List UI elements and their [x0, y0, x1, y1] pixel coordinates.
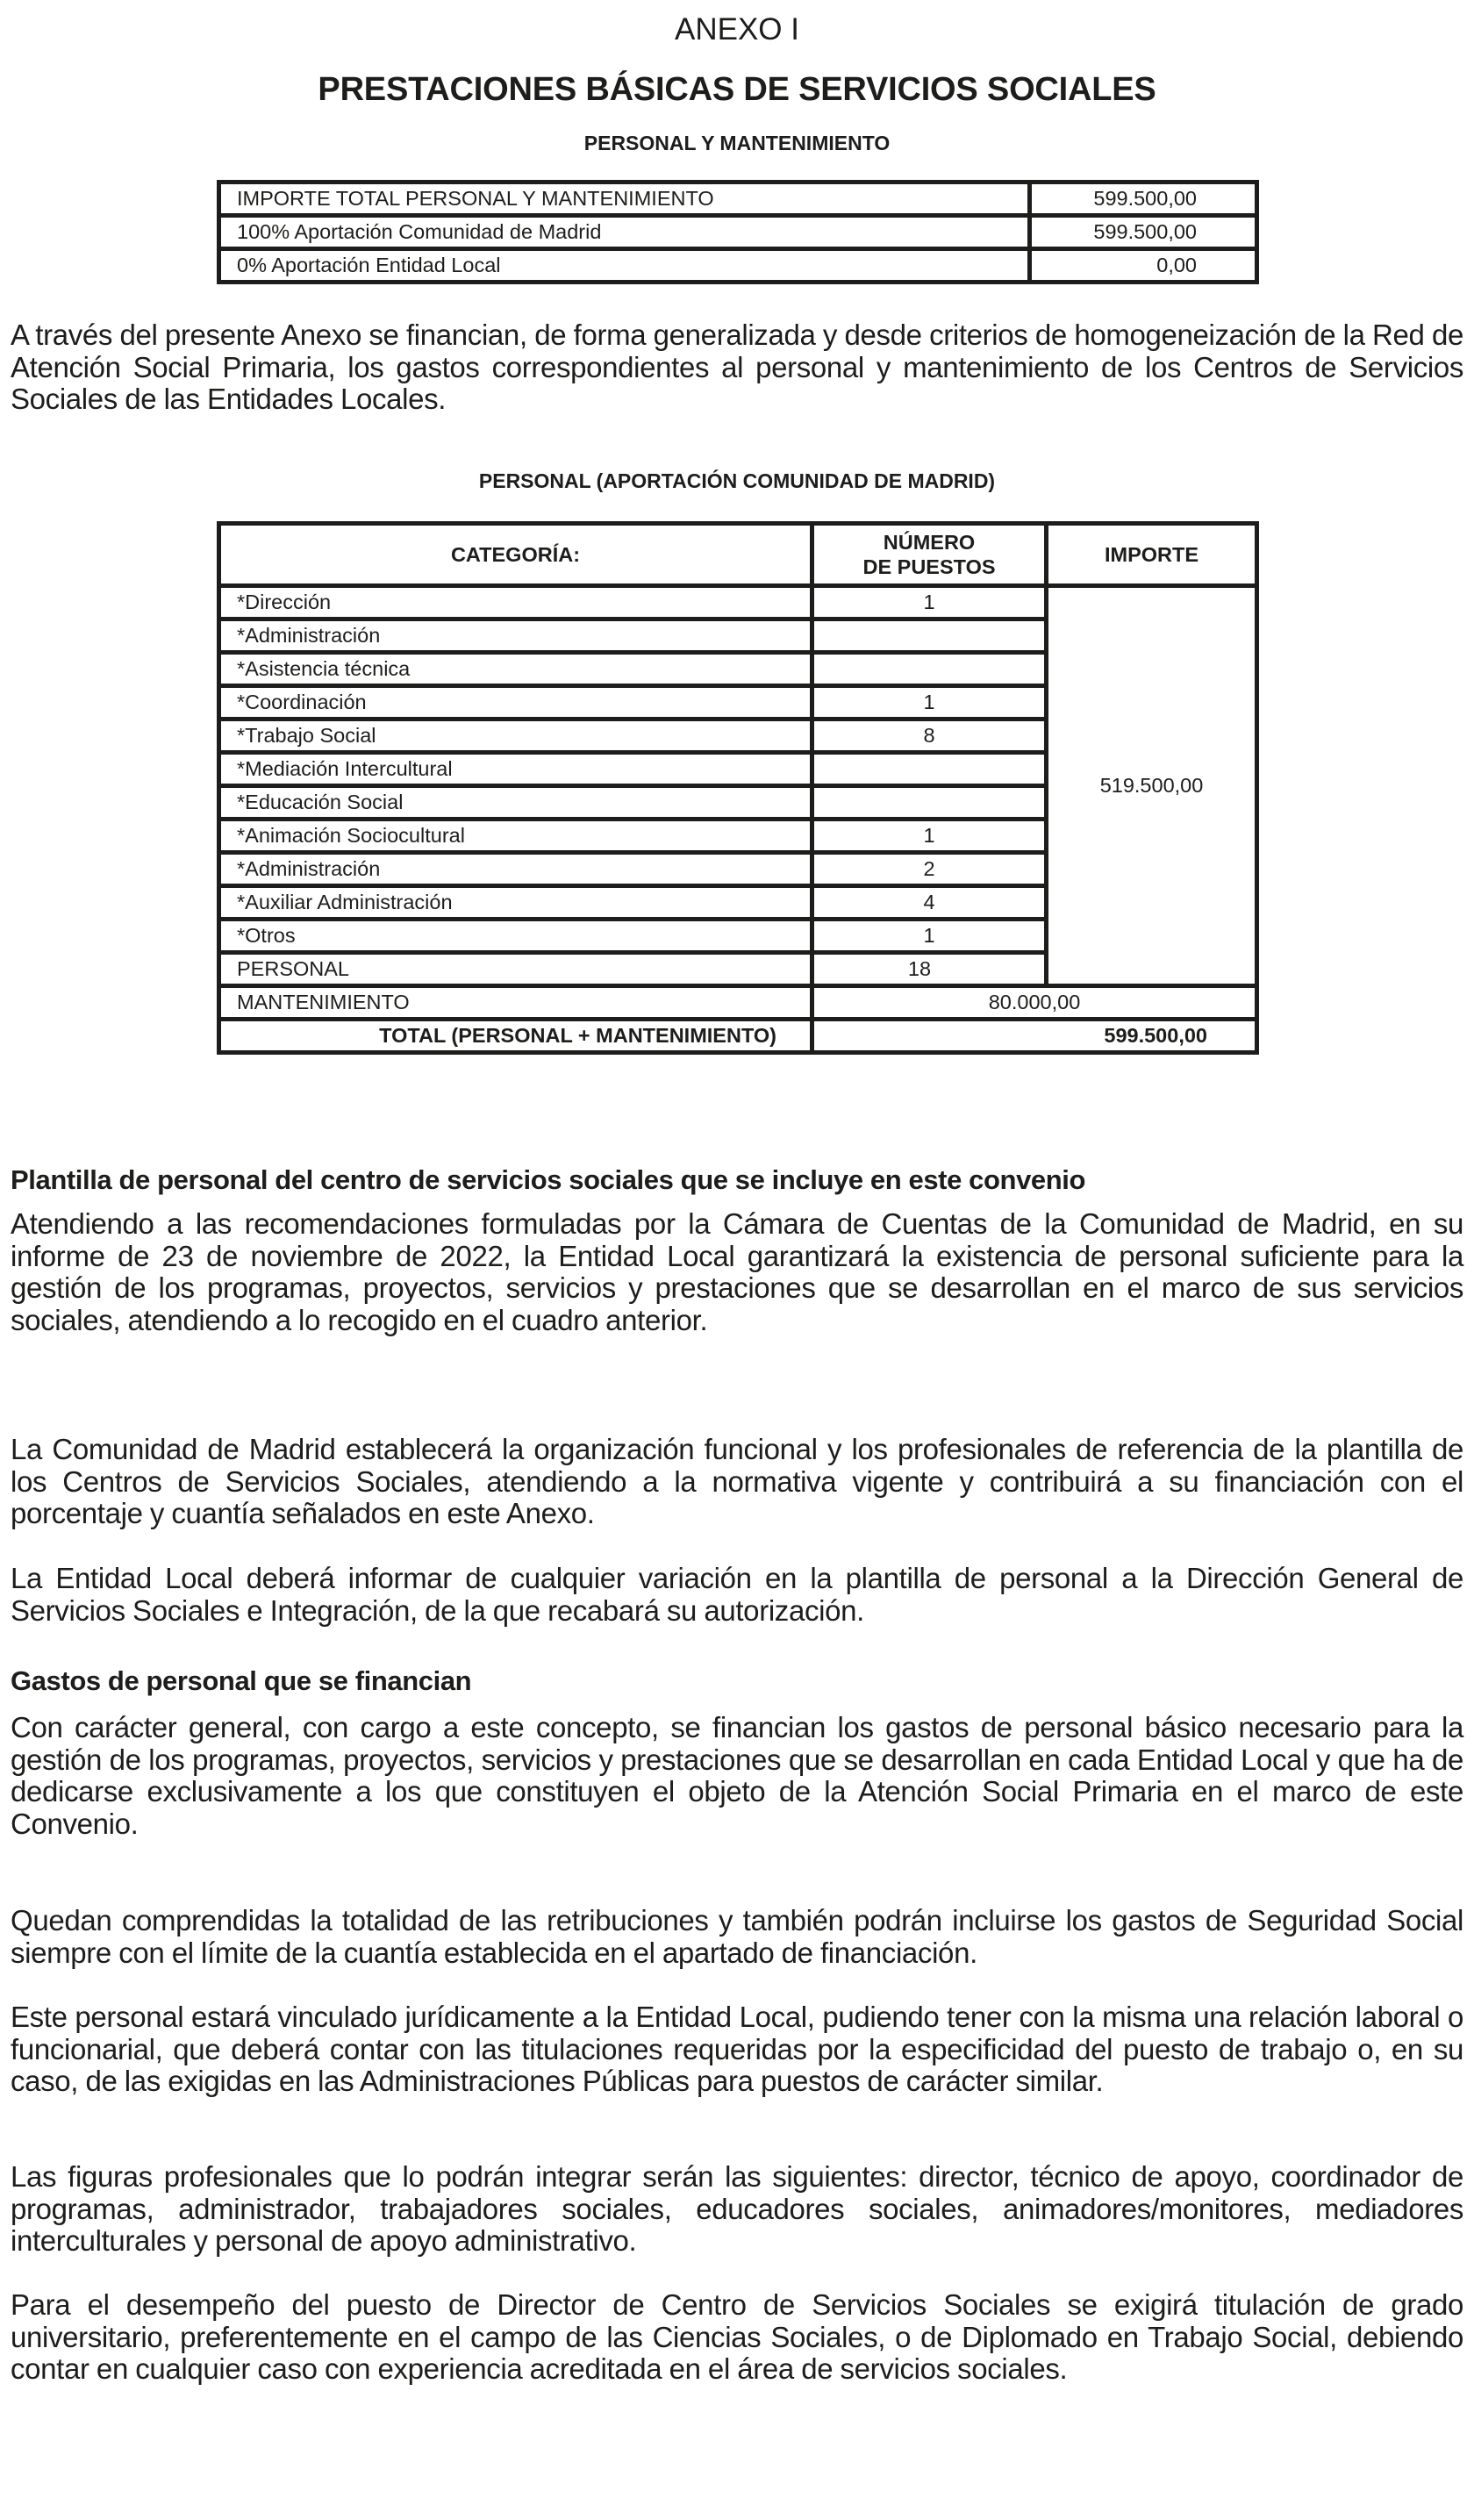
total-value: 599.500,00	[812, 1020, 1257, 1053]
paragraph: La Comunidad de Madrid establecerá la organización funcional y los profesionales de referencia de la plantilla de los Centros de Servicios Sociales, atendiendo a la normativa vigente y contribuirá a su financiación con el porcentaje y cuantía señalados en este Anexo.	[11, 1433, 1463, 1530]
paragraph: Este personal estará vinculado jurídicamente a la Entidad Local, pudiendo tener con la misma una relación laboral o funcionarial, que deberá contar con las titulaciones requeridas por la especificidad del puesto de trabajo o, en su caso, de las exigidas en las Administraciones Públicas para puestos de carácter similar.	[11, 2001, 1463, 2098]
category-cell: *Asistencia técnica	[219, 653, 812, 686]
category-cell: *Administración	[219, 619, 812, 653]
category-cell: *Administración	[219, 853, 812, 886]
maintenance-value: 80.000,00	[812, 986, 1257, 1020]
category-cell: *Otros	[219, 920, 812, 953]
table-row	[219, 216, 1257, 249]
positions-cell: 1	[812, 686, 1047, 719]
category-cell: *Animación Sociocultural	[219, 820, 812, 853]
positions-cell: 2	[812, 853, 1047, 886]
summary-value: 599.500,00	[1030, 183, 1257, 216]
header-positions-line1: NÚMERO	[883, 531, 976, 554]
paragraph: Para el desempeño del puesto de Director de Centro de Servicios Sociales se exigirá titulación de grado universitario, preferentemente en el campo de las Ciencias Sociales, o de Diplomado en Trabajo Social, debiendo contar en cualquier caso con experiencia acreditada en el área de servicios sociales.	[11, 2288, 1463, 2386]
positions-cell	[812, 653, 1047, 686]
total-label: TOTAL (PERSONAL + MANTENIMIENTO)	[219, 1020, 812, 1053]
category-cell: *Trabajo Social	[219, 719, 812, 753]
positions-cell	[812, 786, 1047, 820]
table-row	[219, 249, 1257, 283]
positions-cell: 1	[812, 586, 1047, 619]
personal-table-title: PERSONAL (APORTACIÓN COMUNIDAD DE MADRID)	[478, 469, 996, 492]
positions-cell	[812, 753, 1047, 786]
header-positions	[812, 524, 1047, 586]
paragraph: Las figuras profesionales que lo podrán integrar serán las siguientes: director, técnico de apoyo, coordinador de programas, administrador, trabajadores sociales, educadores sociales, animadores/monitores, mediadores interculturales y personal de apoyo administrativo.	[11, 2160, 1463, 2258]
paragraph: La Entidad Local deberá informar de cualquier variación en la plantilla de personal a la Dirección General de Servicios Sociales e Integración, de la que recabará su autorización.	[11, 1562, 1463, 1627]
category-cell: *Mediación Intercultural	[219, 753, 812, 786]
positions-cell: 4	[812, 886, 1047, 920]
header-category: CATEGORÍA:	[219, 524, 812, 586]
table-row	[219, 183, 1257, 216]
category-cell: *Coordinación	[219, 686, 812, 719]
positions-cell: 18	[812, 953, 1047, 986]
section-heading-expenses: Gastos de personal que se financian	[11, 1665, 472, 1696]
positions-cell: 1	[812, 920, 1047, 953]
summary-label: IMPORTE TOTAL PERSONAL Y MANTENIMIENTO	[219, 183, 1030, 216]
summary-value: 599.500,00	[1030, 216, 1257, 249]
category-cell: *Dirección	[219, 586, 812, 619]
paragraph: Atendiendo a las recomendaciones formuladas por la Cámara de Cuentas de la Comunidad de Madrid, en su informe de 23 de noviembre de 2022, la Entidad Local garantizará la existencia de personal suficiente para la gestión de los programas, proyectos, servicios y prestaciones que se desarrollan en el marco de sus servicios sociales, atendiendo a lo recogido en el cuadro anterior.	[11, 1207, 1463, 1336]
category-cell: *Auxiliar Administración	[219, 886, 812, 920]
section-heading-staff: Plantilla de personal del centro de servicios sociales que se incluye en este convenio	[11, 1164, 1086, 1195]
positions-cell	[812, 619, 1047, 653]
summary-label: 0% Aportación Entidad Local	[219, 249, 1030, 283]
positions-cell: 8	[812, 719, 1047, 753]
paragraph: Quedan comprendidas la totalidad de las retribuciones y también podrán incluirse los gastos de Seguridad Social siempre con el límite de la cuantía establecida en el apartado de financiación.	[11, 1904, 1463, 1969]
personal-table	[217, 521, 1259, 1055]
maintenance-row	[219, 986, 1257, 1020]
personal-amount-cell: 519.500,00	[1047, 586, 1257, 986]
summary-table	[217, 180, 1259, 284]
page-title: PRESTACIONES BÁSICAS DE SERVICIOS SOCIALES	[318, 71, 1156, 108]
positions-cell: 1	[812, 820, 1047, 853]
category-cell: *Educación Social	[219, 786, 812, 820]
category-cell: PERSONAL	[219, 953, 812, 986]
summary-value: 0,00	[1030, 249, 1257, 283]
intro-paragraph: A través del presente Anexo se financian, de forma generalizada y desde criterios de homogeneización de la Red de Atención Social Primaria, los gastos correspondientes al personal y mantenimiento de los Centros de Servicios Sociales de las Entidades Locales.	[11, 319, 1463, 416]
maintenance-label: MANTENIMIENTO	[219, 986, 812, 1020]
table-row	[219, 586, 1257, 619]
total-row	[219, 1020, 1257, 1053]
header-positions-line2: DE PUESTOS	[862, 555, 996, 578]
summary-table-title: PERSONAL Y MANTENIMIENTO	[583, 132, 891, 154]
paragraph: Con carácter general, con cargo a este concepto, se financian los gastos de personal básico necesario para la gestión de los programas, proyectos, servicios y prestaciones que se desarrollan en cada Entidad Local y que ha de dedicarse exclusivamente a los que constituyen el objeto de la Atención Social Primaria en el marco de este Convenio.	[11, 1711, 1463, 1840]
annex-label: ANEXO I	[675, 12, 799, 47]
summary-label: 100% Aportación Comunidad de Madrid	[219, 216, 1030, 249]
header-amount: IMPORTE	[1047, 524, 1257, 586]
table-header-row	[219, 524, 1257, 586]
